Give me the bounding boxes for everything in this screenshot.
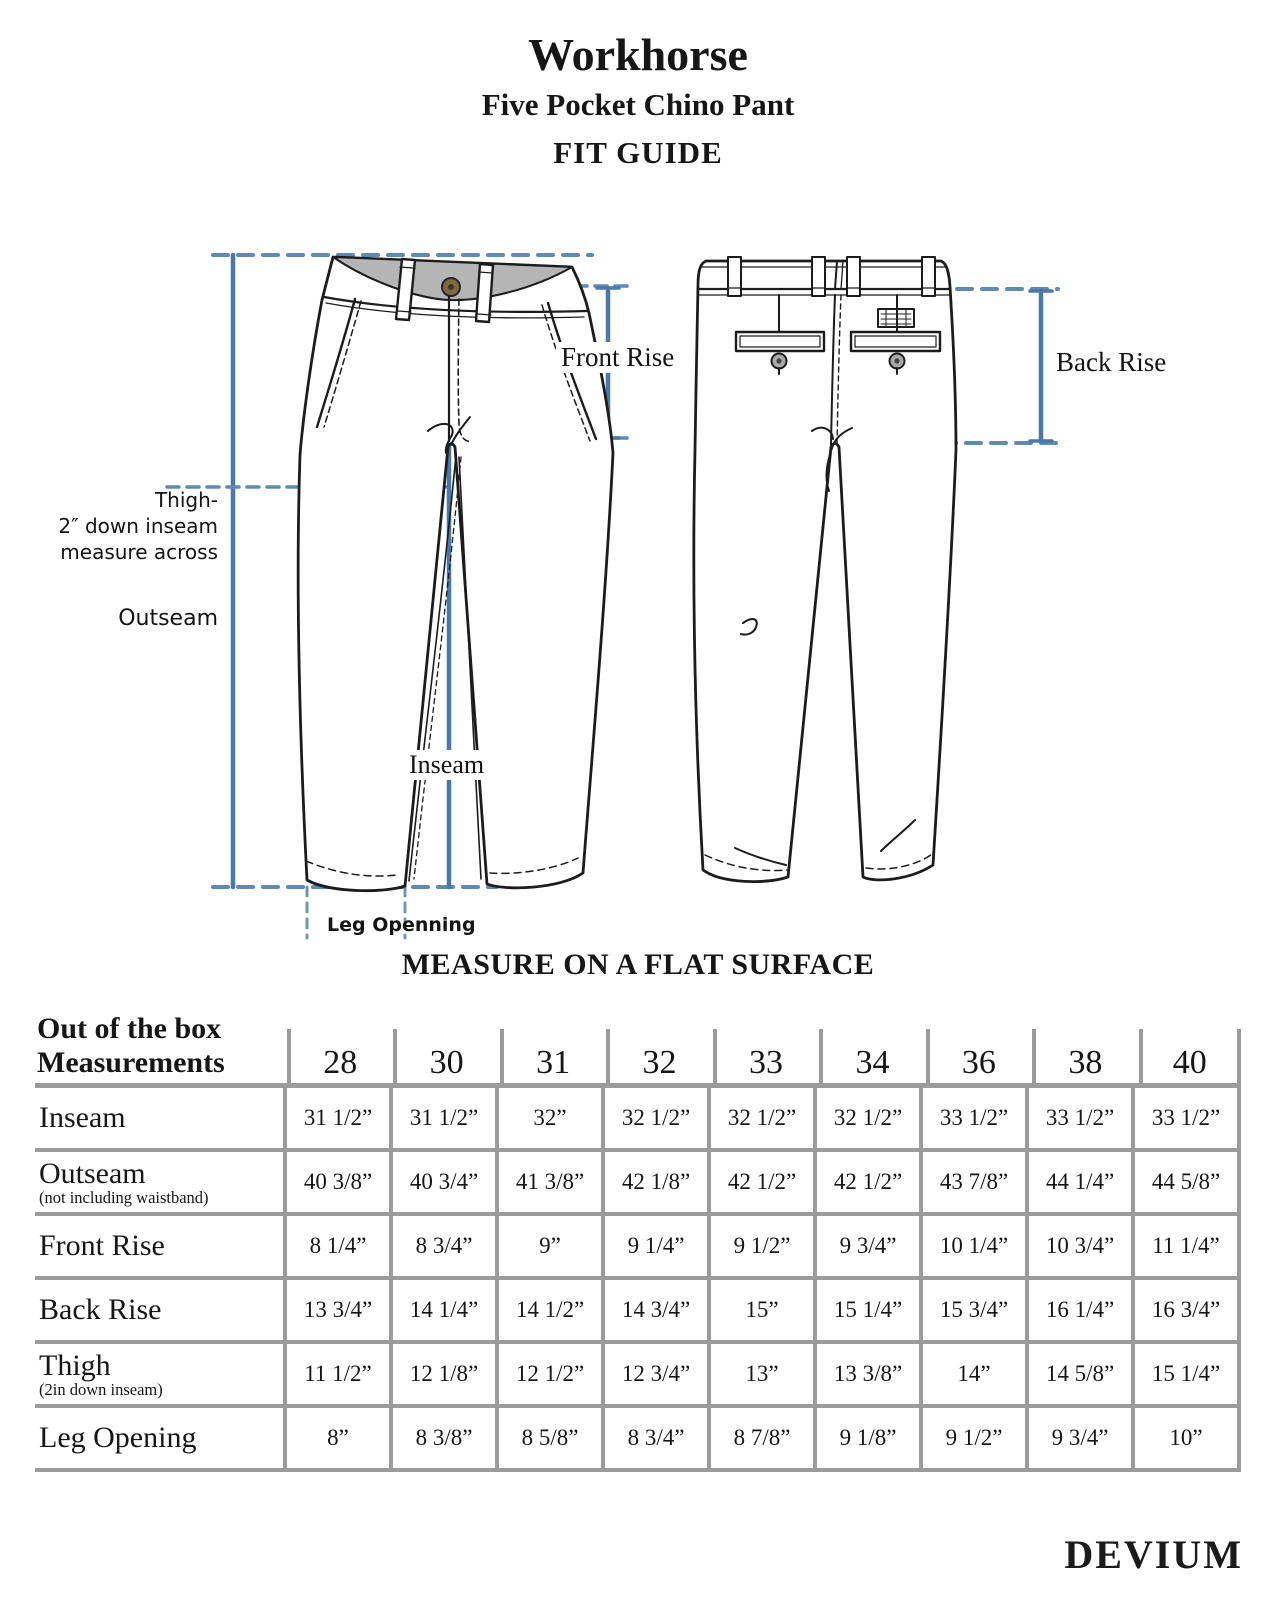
measurements-corner-label bbox=[35, 1012, 283, 1083]
page-title: Workhorse bbox=[528, 29, 748, 80]
cell-front-rise-33: 9 1/2” bbox=[711, 1216, 813, 1276]
size-col-header-31: 31 bbox=[500, 1029, 602, 1083]
cell-outseam-31: 41 3/8” bbox=[499, 1152, 601, 1212]
back-pant-drawing bbox=[694, 257, 1058, 882]
cell-thigh-40: 15 1/4” bbox=[1135, 1344, 1237, 1404]
size-col-header-33: 33 bbox=[713, 1029, 815, 1083]
fit-guide-heading: FIT GUIDE bbox=[553, 134, 723, 170]
thigh-measure-label bbox=[48, 487, 218, 565]
thigh-label-line2: 2″ down inseam bbox=[58, 514, 218, 538]
thigh-label-line3: measure across bbox=[60, 540, 218, 564]
page-subtitle: Five Pocket Chino Pant bbox=[481, 86, 795, 122]
cell-front-rise-34: 9 3/4” bbox=[817, 1216, 919, 1276]
cell-leg-opening-38: 9 3/4” bbox=[1029, 1408, 1131, 1468]
cell-front-rise-31: 9” bbox=[499, 1216, 601, 1276]
cell-inseam-34: 32 1/2” bbox=[817, 1088, 919, 1148]
brand-logo: DEVIUM bbox=[1064, 1532, 1243, 1577]
cell-thigh-33: 13” bbox=[711, 1344, 813, 1404]
size-col-header-38: 38 bbox=[1032, 1029, 1134, 1083]
cell-thigh-32: 12 3/4” bbox=[605, 1344, 707, 1404]
cell-thigh-36: 14” bbox=[923, 1344, 1025, 1404]
thigh-label-line1: Thigh- bbox=[154, 488, 218, 512]
corner-line2: Measurements bbox=[37, 1046, 225, 1080]
cell-leg-opening-32: 8 3/4” bbox=[605, 1408, 707, 1468]
size-col-header-32: 32 bbox=[606, 1029, 708, 1083]
cell-inseam-31: 32” bbox=[499, 1088, 601, 1148]
cell-back-rise-30: 14 1/4” bbox=[393, 1280, 495, 1340]
pant-technical-drawing bbox=[0, 225, 1276, 955]
size-col-header-36: 36 bbox=[926, 1029, 1028, 1083]
cell-leg-opening-36: 9 1/2” bbox=[923, 1408, 1025, 1468]
back-rise-label: Back Rise bbox=[1056, 347, 1167, 377]
cell-outseam-30: 40 3/4” bbox=[393, 1152, 495, 1212]
size-col-header-30: 30 bbox=[393, 1029, 495, 1083]
cell-outseam-38: 44 1/4” bbox=[1029, 1152, 1131, 1212]
cell-back-rise-31: 14 1/2” bbox=[499, 1280, 601, 1340]
cell-leg-opening-34: 9 1/8” bbox=[817, 1408, 919, 1468]
row-label-back-rise: Back Rise bbox=[35, 1280, 283, 1340]
cell-inseam-32: 32 1/2” bbox=[605, 1088, 707, 1148]
cell-outseam-32: 42 1/8” bbox=[605, 1152, 707, 1212]
cell-outseam-36: 43 7/8” bbox=[923, 1152, 1025, 1212]
size-col-header-40: 40 bbox=[1139, 1029, 1241, 1083]
cell-leg-opening-33: 8 7/8” bbox=[711, 1408, 813, 1468]
cell-thigh-28: 11 1/2” bbox=[287, 1344, 389, 1404]
cell-front-rise-40: 11 1/4” bbox=[1135, 1216, 1237, 1276]
cell-inseam-33: 32 1/2” bbox=[711, 1088, 813, 1148]
front-rise-label: Front Rise bbox=[556, 342, 679, 373]
cell-back-rise-40: 16 3/4” bbox=[1135, 1280, 1237, 1340]
cell-outseam-40: 44 5/8” bbox=[1135, 1152, 1237, 1212]
cell-front-rise-30: 8 3/4” bbox=[393, 1216, 495, 1276]
cell-thigh-31: 12 1/2” bbox=[499, 1344, 601, 1404]
cell-inseam-40: 33 1/2” bbox=[1135, 1088, 1237, 1148]
cell-inseam-28: 31 1/2” bbox=[287, 1088, 389, 1148]
title-block bbox=[0, 30, 1276, 171]
pant-measurement-diagram bbox=[0, 225, 1276, 955]
row-label-thigh: Thigh (2in down inseam) bbox=[35, 1344, 283, 1404]
cell-back-rise-36: 15 3/4” bbox=[923, 1280, 1025, 1340]
cell-front-rise-28: 8 1/4” bbox=[287, 1216, 389, 1276]
cell-leg-opening-31: 8 5/8” bbox=[499, 1408, 601, 1468]
cell-inseam-38: 33 1/2” bbox=[1029, 1088, 1131, 1148]
row-label-leg-opening: Leg Opening bbox=[35, 1408, 283, 1468]
cell-outseam-28: 40 3/8” bbox=[287, 1152, 389, 1212]
size-chart-header-row bbox=[35, 1012, 1241, 1088]
cell-back-rise-28: 13 3/4” bbox=[287, 1280, 389, 1340]
cell-leg-opening-28: 8” bbox=[287, 1408, 389, 1468]
cell-inseam-36: 33 1/2” bbox=[923, 1088, 1025, 1148]
cell-thigh-30: 12 1/8” bbox=[393, 1344, 495, 1404]
inseam-label: Inseam bbox=[405, 750, 488, 780]
row-label-outseam: Outseam (not including waistband) bbox=[35, 1152, 283, 1212]
size-col-header-28: 28 bbox=[287, 1029, 389, 1083]
cell-back-rise-33: 15” bbox=[711, 1280, 813, 1340]
leg-opening-label: Leg Openning bbox=[327, 914, 476, 936]
corner-line1: Out of the box bbox=[37, 1012, 222, 1045]
back-pant-outline bbox=[694, 261, 956, 882]
cell-outseam-34: 42 1/2” bbox=[817, 1152, 919, 1212]
cell-back-rise-32: 14 3/4” bbox=[605, 1280, 707, 1340]
row-label-inseam: Inseam bbox=[35, 1088, 283, 1148]
cell-front-rise-32: 9 1/4” bbox=[605, 1216, 707, 1276]
size-chart-body bbox=[35, 1088, 1241, 1472]
cell-leg-opening-30: 8 3/8” bbox=[393, 1408, 495, 1468]
cell-inseam-30: 31 1/2” bbox=[393, 1088, 495, 1148]
size-chart-table bbox=[35, 1012, 1241, 1472]
cell-thigh-38: 14 5/8” bbox=[1029, 1344, 1131, 1404]
cell-back-rise-38: 16 1/4” bbox=[1029, 1280, 1131, 1340]
cell-leg-opening-40: 10” bbox=[1135, 1408, 1237, 1468]
outseam-label: Outseam bbox=[118, 606, 218, 631]
measure-note: MEASURE ON A FLAT SURFACE bbox=[401, 948, 875, 981]
cell-front-rise-36: 10 1/4” bbox=[923, 1216, 1025, 1276]
row-label-front-rise: Front Rise bbox=[35, 1216, 283, 1276]
cell-thigh-34: 13 3/8” bbox=[817, 1344, 919, 1404]
cell-front-rise-38: 10 3/4” bbox=[1029, 1216, 1131, 1276]
size-col-header-34: 34 bbox=[819, 1029, 921, 1083]
cell-back-rise-34: 15 1/4” bbox=[817, 1280, 919, 1340]
cell-outseam-33: 42 1/2” bbox=[711, 1152, 813, 1212]
